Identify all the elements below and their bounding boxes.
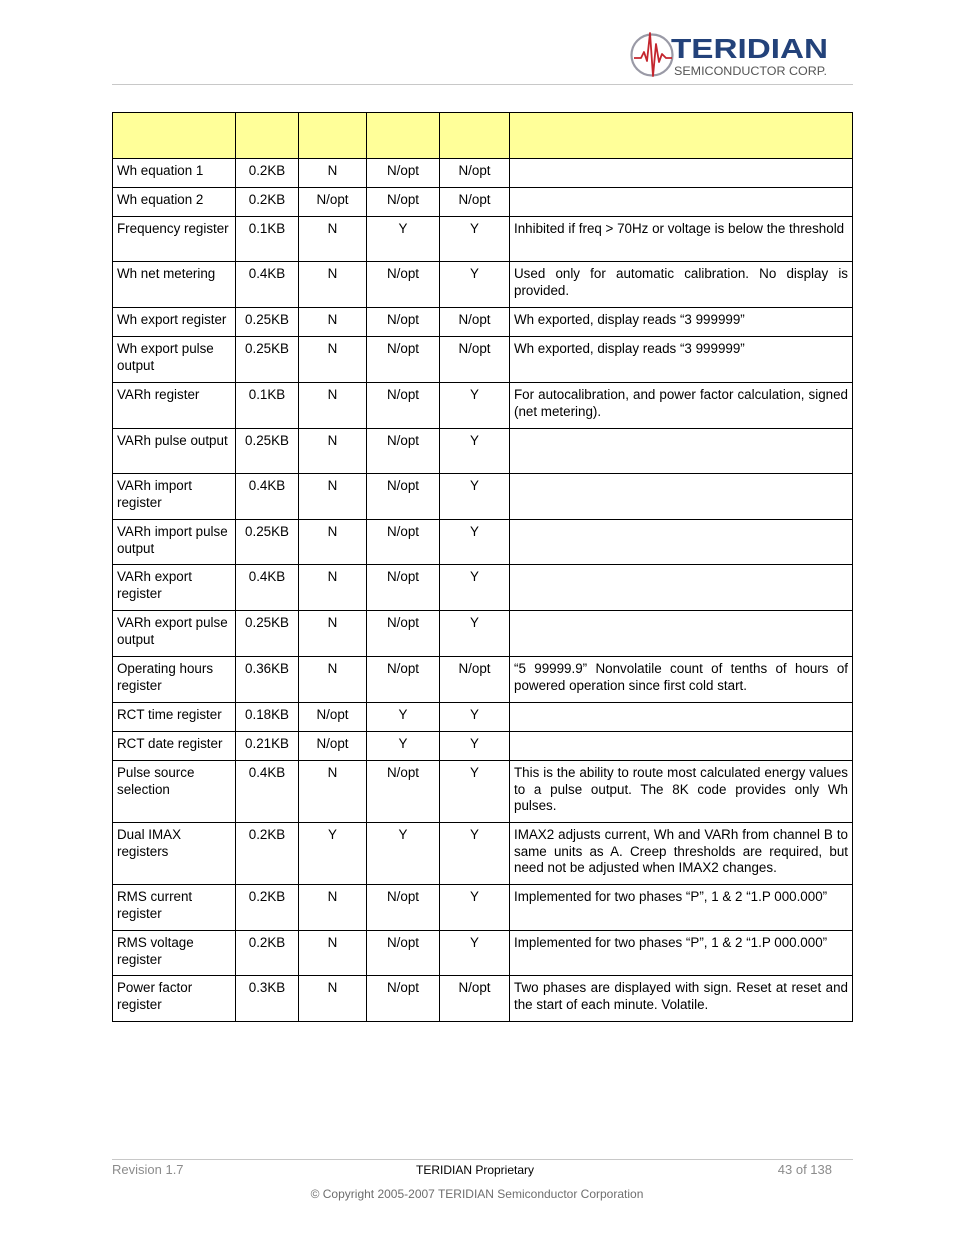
header-cell <box>299 113 367 159</box>
col5-cell: Y <box>440 761 510 823</box>
col3-cell: N/opt <box>299 732 367 761</box>
col3-cell: N <box>299 657 367 703</box>
col4-cell: N/opt <box>367 520 440 565</box>
feature-cell: Dual IMAX registers <box>113 823 236 885</box>
feature-cell: Pulse source selection <box>113 761 236 823</box>
header-cell <box>440 113 510 159</box>
header-divider <box>112 84 853 85</box>
col5-cell: Y <box>440 262 510 308</box>
feature-cell: Wh net metering <box>113 262 236 308</box>
col4-cell: N/opt <box>367 337 440 383</box>
col5-cell: Y <box>440 383 510 429</box>
size-cell: 0.2KB <box>236 885 299 931</box>
size-cell: 0.3KB <box>236 976 299 1022</box>
feature-table <box>112 112 853 1022</box>
col3-cell: N <box>299 262 367 308</box>
notes-cell <box>510 520 853 565</box>
size-cell: 0.25KB <box>236 337 299 383</box>
col5-cell: Y <box>440 823 510 885</box>
feature-cell: RMS voltage register <box>113 931 236 976</box>
waveform-icon <box>632 33 673 76</box>
notes-cell: Inhibited if freq > 70Hz or voltage is below the threshold <box>510 217 853 262</box>
notes-cell: This is the ability to route most calculated energy values to a pulse output. The 8K code provides only Wh pulses. <box>510 761 853 823</box>
col5-cell: N/opt <box>440 337 510 383</box>
size-cell: 0.4KB <box>236 565 299 611</box>
size-cell: 0.21KB <box>236 732 299 761</box>
notes-cell: “5 99999.9” Nonvolatile count of tenths of hours of powered operation since first cold start. <box>510 657 853 703</box>
teridian-logo <box>628 30 833 80</box>
col4-cell: Y <box>367 217 440 262</box>
table-row <box>113 520 853 565</box>
notes-cell <box>510 732 853 761</box>
size-cell: 0.18KB <box>236 703 299 732</box>
table-row <box>113 262 853 308</box>
feature-cell: RMS current register <box>113 885 236 931</box>
size-cell: 0.2KB <box>236 159 299 188</box>
table-row <box>113 337 853 383</box>
notes-cell: Used only for automatic calibration. No display is provided. <box>510 262 853 308</box>
notes-cell <box>510 611 853 657</box>
table-row <box>113 703 853 732</box>
notes-cell: Implemented for two phases “P”, 1 & 2 “1.P 000.000” <box>510 931 853 976</box>
col4-cell: N/opt <box>367 159 440 188</box>
col3-cell: N <box>299 383 367 429</box>
feature-cell: Wh equation 1 <box>113 159 236 188</box>
notes-cell: For autocalibration, and power factor calculation, signed (net metering). <box>510 383 853 429</box>
col4-cell: N/opt <box>367 611 440 657</box>
table-row <box>113 474 853 520</box>
feature-cell: Frequency register <box>113 217 236 262</box>
col4-cell: N/opt <box>367 429 440 474</box>
col5-cell: Y <box>440 429 510 474</box>
table-row <box>113 657 853 703</box>
col4-cell: N/opt <box>367 308 440 337</box>
table-row <box>113 611 853 657</box>
table-row <box>113 732 853 761</box>
col5-cell: N/opt <box>440 308 510 337</box>
col5-cell: Y <box>440 703 510 732</box>
logo-name: TERIDIAN <box>671 33 828 64</box>
col5-cell: Y <box>440 217 510 262</box>
col5-cell: Y <box>440 611 510 657</box>
footer-page-number: 43 of 138 <box>777 1162 832 1177</box>
col4-cell: N/opt <box>367 474 440 520</box>
col4-cell: Y <box>367 703 440 732</box>
col4-cell: N/opt <box>367 262 440 308</box>
col5-cell: Y <box>440 520 510 565</box>
col4-cell: N/opt <box>367 761 440 823</box>
footer-revision: Revision 1.7 <box>112 1162 184 1177</box>
col5-cell: Y <box>440 885 510 931</box>
feature-cell: Wh equation 2 <box>113 188 236 217</box>
col4-cell: N/opt <box>367 657 440 703</box>
table-row <box>113 429 853 474</box>
feature-cell: Wh export pulse output <box>113 337 236 383</box>
feature-cell: VARh pulse output <box>113 429 236 474</box>
col3-cell: N <box>299 520 367 565</box>
col4-cell: N/opt <box>367 931 440 976</box>
col4-cell: N/opt <box>367 976 440 1022</box>
table-row <box>113 823 853 885</box>
size-cell: 0.4KB <box>236 761 299 823</box>
header-cell <box>236 113 299 159</box>
size-cell: 0.36KB <box>236 657 299 703</box>
size-cell: 0.2KB <box>236 823 299 885</box>
table-row <box>113 976 853 1022</box>
col5-cell: Y <box>440 474 510 520</box>
notes-cell <box>510 474 853 520</box>
header-cell <box>113 113 236 159</box>
col5-cell: Y <box>440 931 510 976</box>
size-cell: 0.25KB <box>236 308 299 337</box>
col3-cell: N <box>299 159 367 188</box>
feature-cell: RCT date register <box>113 732 236 761</box>
size-cell: 0.1KB <box>236 217 299 262</box>
col4-cell: N/opt <box>367 383 440 429</box>
feature-cell: Wh export register <box>113 308 236 337</box>
table-row <box>113 159 853 188</box>
footer-copyright: © Copyright 2005-2007 TERIDIAN Semiconductor Corporation <box>310 1187 644 1201</box>
size-cell: 0.2KB <box>236 188 299 217</box>
feature-cell: Operating hours register <box>113 657 236 703</box>
header-cell <box>367 113 440 159</box>
size-cell: 0.2KB <box>236 931 299 976</box>
notes-cell <box>510 429 853 474</box>
col3-cell: N <box>299 308 367 337</box>
notes-cell: Implemented for two phases “P”, 1 & 2 “1.P 000.000” <box>510 885 853 931</box>
feature-cell: VARh export pulse output <box>113 611 236 657</box>
table-row <box>113 383 853 429</box>
col4-cell: Y <box>367 732 440 761</box>
size-cell: 0.4KB <box>236 262 299 308</box>
size-cell: 0.1KB <box>236 383 299 429</box>
col3-cell: N <box>299 976 367 1022</box>
col3-cell: Y <box>299 823 367 885</box>
feature-cell: VARh export register <box>113 565 236 611</box>
col5-cell: Y <box>440 565 510 611</box>
table-row <box>113 931 853 976</box>
table-row <box>113 761 853 823</box>
feature-cell: VARh import register <box>113 474 236 520</box>
notes-cell <box>510 188 853 217</box>
notes-cell <box>510 159 853 188</box>
footer-divider <box>112 1159 853 1160</box>
col4-cell: N/opt <box>367 188 440 217</box>
notes-cell: Wh exported, display reads “3 999999” <box>510 337 853 383</box>
size-cell: 0.25KB <box>236 611 299 657</box>
table-row <box>113 885 853 931</box>
col4-cell: Y <box>367 823 440 885</box>
col4-cell: N/opt <box>367 565 440 611</box>
col5-cell: N/opt <box>440 188 510 217</box>
col3-cell: N/opt <box>299 703 367 732</box>
feature-cell: VARh import pulse output <box>113 520 236 565</box>
col3-cell: N <box>299 429 367 474</box>
col3-cell: N <box>299 217 367 262</box>
col3-cell: N <box>299 565 367 611</box>
col5-cell: N/opt <box>440 159 510 188</box>
col5-cell: N/opt <box>440 657 510 703</box>
col4-cell: N/opt <box>367 885 440 931</box>
notes-cell <box>510 565 853 611</box>
notes-cell: Two phases are displayed with sign. Reset at reset and the start of each minute. Volatile. <box>510 976 853 1022</box>
feature-cell: RCT time register <box>113 703 236 732</box>
table-row <box>113 565 853 611</box>
table-header-row <box>113 113 853 159</box>
feature-cell: VARh register <box>113 383 236 429</box>
size-cell: 0.4KB <box>236 474 299 520</box>
table-row <box>113 308 853 337</box>
col3-cell: N <box>299 931 367 976</box>
col3-cell: N <box>299 761 367 823</box>
notes-cell: IMAX2 adjusts current, Wh and VARh from channel B to same units as A. Creep thresholds are required, but need not be adjusted when IMAX2 changes. <box>510 823 853 885</box>
col3-cell: N <box>299 611 367 657</box>
col3-cell: N <box>299 337 367 383</box>
notes-cell: Wh exported, display reads “3 999999” <box>510 308 853 337</box>
size-cell: 0.25KB <box>236 520 299 565</box>
table-row <box>113 217 853 262</box>
logo-tagline: SEMICONDUCTOR CORP. <box>674 64 827 78</box>
col5-cell: N/opt <box>440 976 510 1022</box>
col3-cell: N/opt <box>299 188 367 217</box>
notes-cell <box>510 703 853 732</box>
feature-cell: Power factor register <box>113 976 236 1022</box>
header-cell <box>510 113 853 159</box>
table-row <box>113 188 853 217</box>
col3-cell: N <box>299 885 367 931</box>
size-cell: 0.25KB <box>236 429 299 474</box>
footer-proprietary: TERIDIAN Proprietary <box>416 1163 535 1177</box>
col3-cell: N <box>299 474 367 520</box>
col5-cell: Y <box>440 732 510 761</box>
